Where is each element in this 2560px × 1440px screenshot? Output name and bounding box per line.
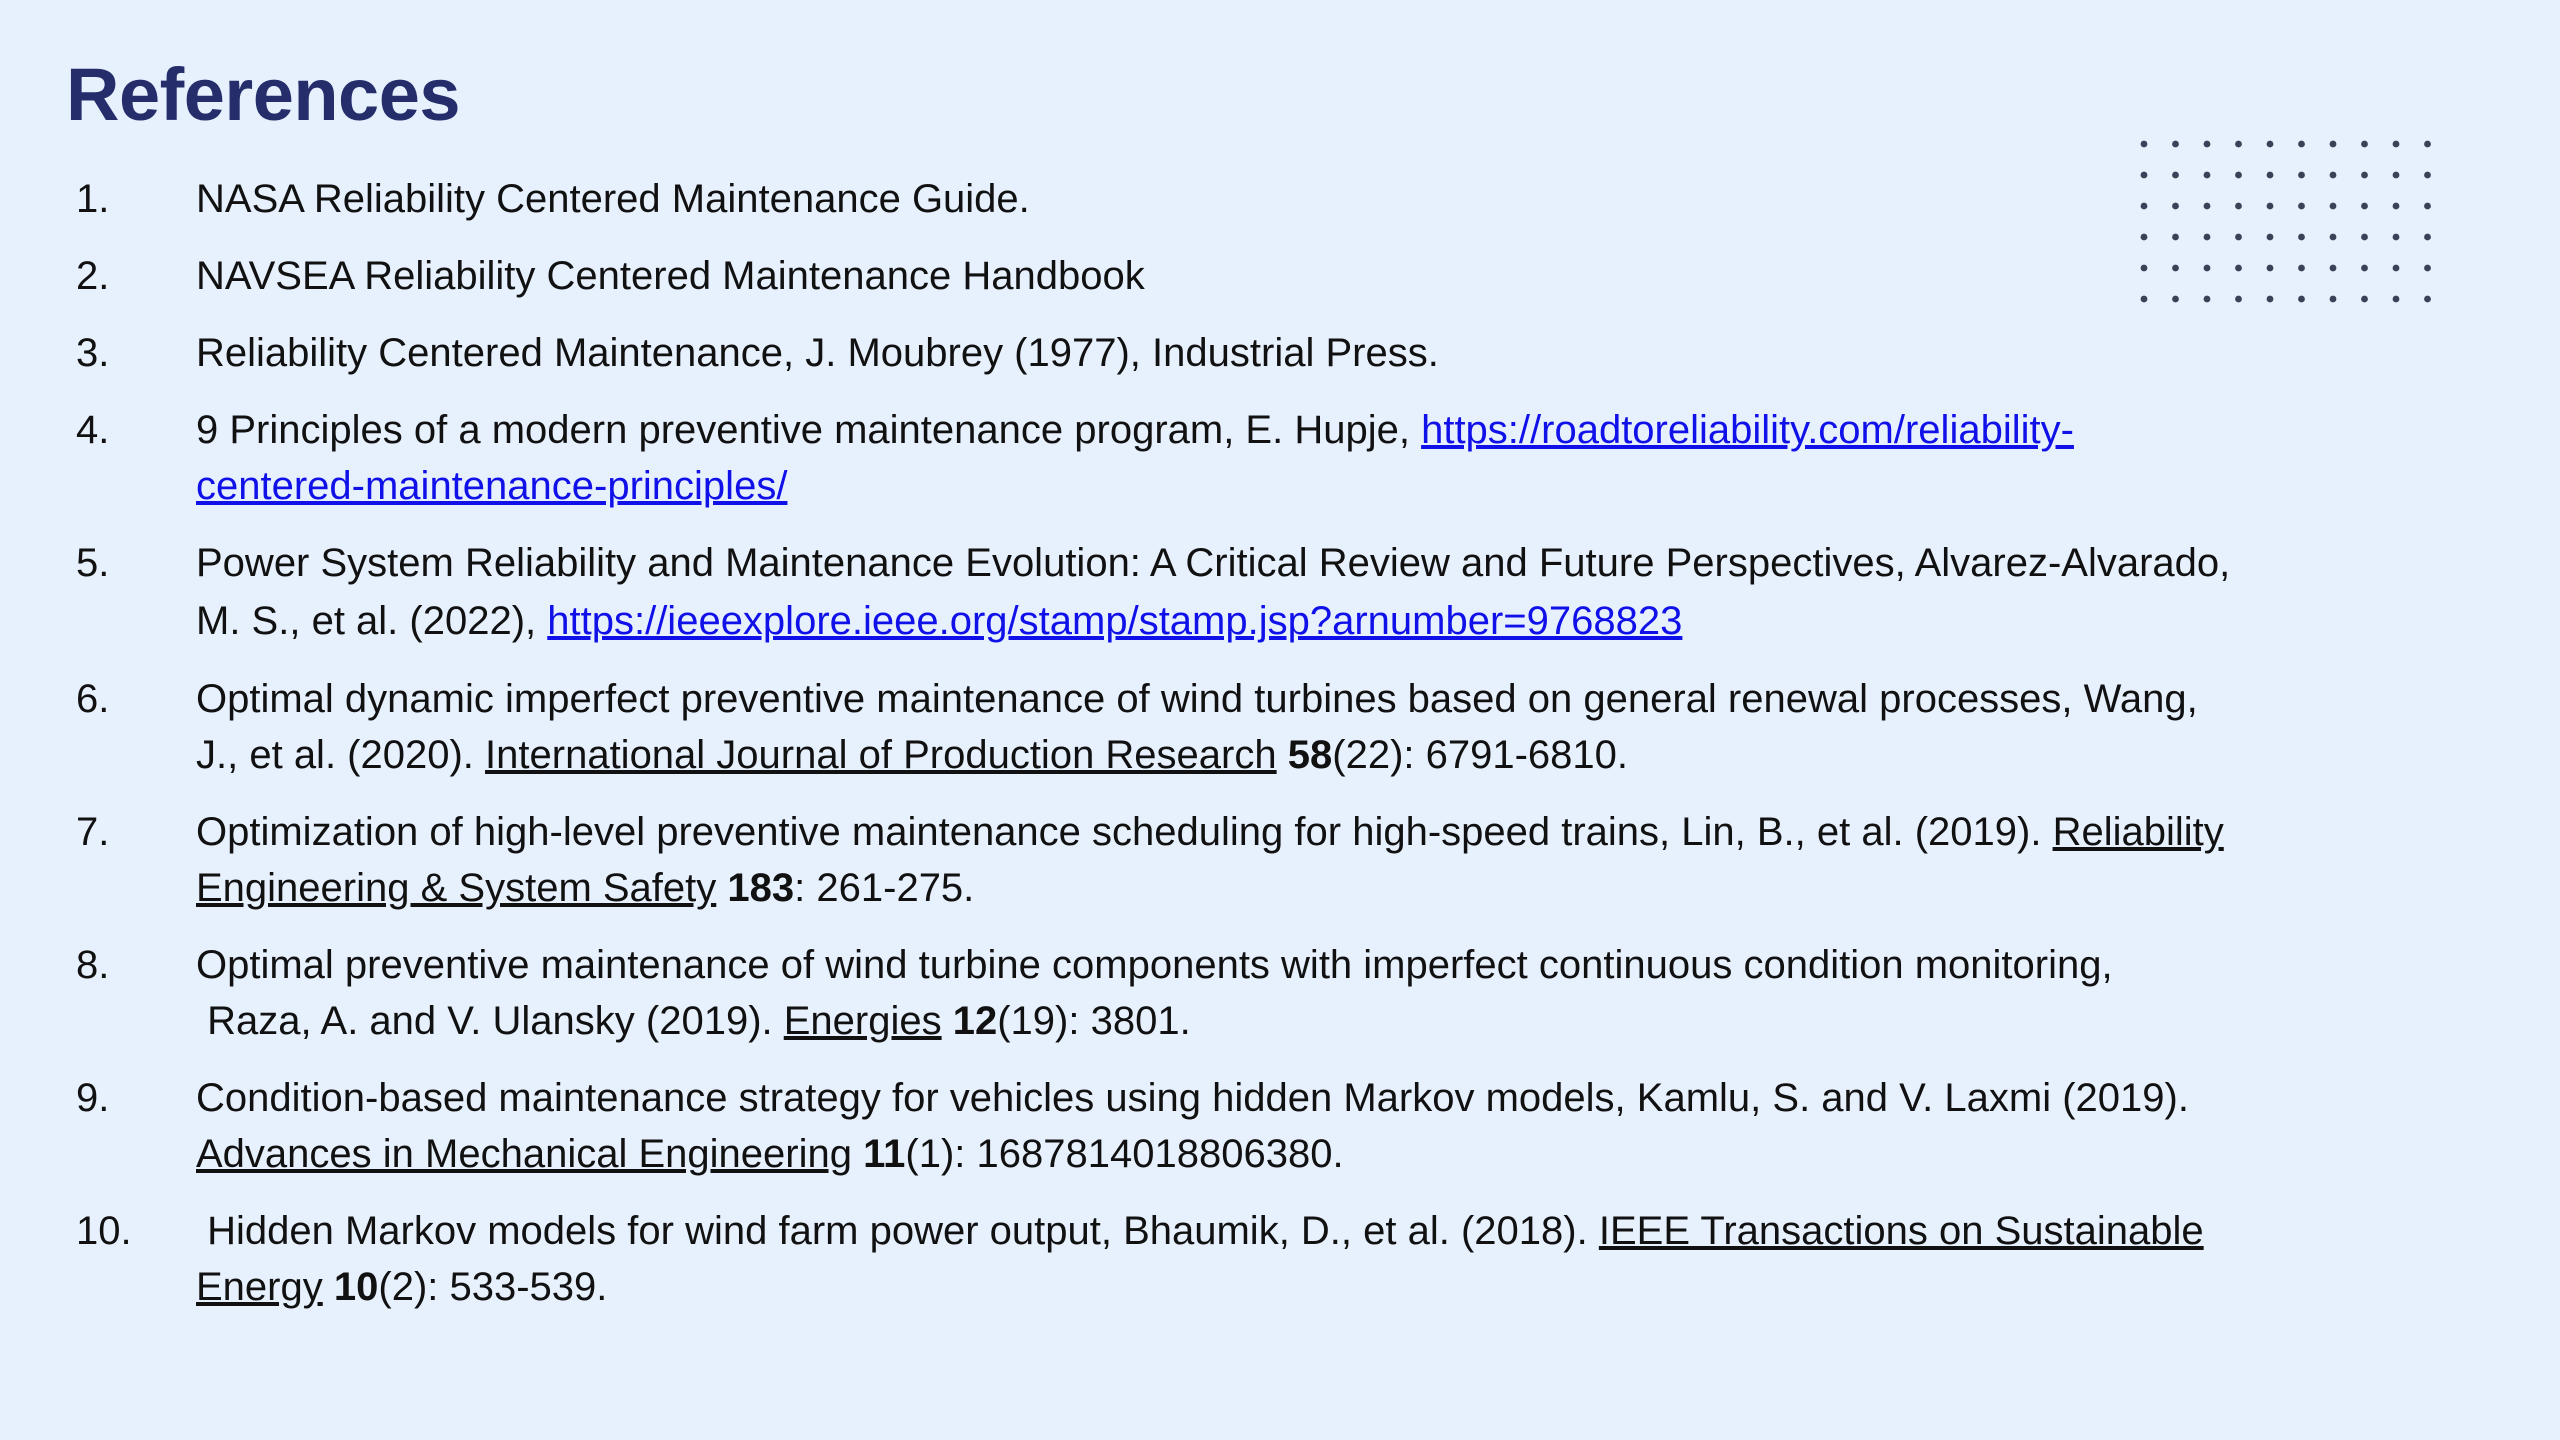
reference-text: Optimal dynamic imperfect preventive maintenance of wind turbines based on general renewal processes, Wang, bbox=[196, 677, 2198, 721]
journal-title: International Journal of Production Research bbox=[485, 733, 1277, 777]
reference-text: Hidden Markov models for wind farm power output, Bhaumik, D., et al. (2018). bbox=[196, 1209, 1599, 1253]
list-number: 1. bbox=[76, 177, 110, 221]
volume-number: 11 bbox=[863, 1132, 906, 1176]
journal-title: Energies bbox=[783, 999, 942, 1043]
volume-number: 10 bbox=[333, 1265, 379, 1309]
reference-text: Optimal preventive maintenance of wind turbine components with imperfect continuous condition monitoring, bbox=[196, 943, 2113, 987]
list-number: 10. bbox=[76, 1209, 132, 1253]
journal-title: Energy bbox=[196, 1265, 323, 1309]
reference-text: Reliability Centered Maintenance, J. Moubrey (1977), Industrial Press. bbox=[196, 331, 1439, 375]
reference-link[interactable]: centered-maintenance-principles/ bbox=[196, 464, 788, 508]
reference-pages: (22): 6791-6810. bbox=[1332, 733, 1629, 777]
reference-text: NASA Reliability Centered Maintenance Guide. bbox=[196, 177, 1030, 221]
volume-number: 12 bbox=[952, 999, 998, 1043]
volume-number: 183 bbox=[727, 866, 795, 910]
reference-text: M. S., et al. (2022), bbox=[196, 599, 548, 643]
list-number: 4. bbox=[76, 408, 110, 452]
reference-text: Condition-based maintenance strategy for vehicles using hidden Markov models, Kamlu, S. and V. Laxmi (2019). bbox=[196, 1076, 2189, 1120]
journal-title: Reliability bbox=[2052, 810, 2224, 854]
journal-title: Advances in Mechanical Engineering bbox=[196, 1132, 852, 1176]
list-number: 2. bbox=[76, 254, 110, 298]
reference-pages: (19): 3801. bbox=[997, 999, 1191, 1043]
reference-link[interactable]: https://roadtoreliability.com/reliability- bbox=[1421, 408, 2074, 452]
reference-pages: : 261-275. bbox=[794, 866, 975, 910]
list-number: 3. bbox=[76, 331, 110, 375]
reference-text: Optimization of high-level preventive maintenance scheduling for high-speed trains, Lin, B., et al. (2019). bbox=[196, 810, 2053, 854]
journal-title: Engineering & System Safety bbox=[196, 866, 717, 910]
list-number: 7. bbox=[76, 810, 110, 854]
reference-link[interactable]: https://ieeexplore.ieee.org/stamp/stamp.jsp?arnumber=9768823 bbox=[547, 599, 1683, 643]
list-number: 6. bbox=[76, 677, 110, 721]
journal-title: IEEE Transactions on Sustainable bbox=[1598, 1209, 2204, 1253]
reference-text: 9 Principles of a modern preventive maintenance program, E. Hupje, bbox=[196, 408, 1422, 452]
reference-text: Power System Reliability and Maintenance Evolution: A Critical Review and Future Perspectives, Alvarez-Alvarado, bbox=[196, 541, 2231, 585]
reference-pages: (2): 533-539. bbox=[378, 1265, 608, 1309]
list-number: 9. bbox=[76, 1076, 110, 1120]
reference-text: NAVSEA Reliability Centered Maintenance Handbook bbox=[196, 254, 1145, 298]
reference-pages: (1): 1687814018806380. bbox=[905, 1132, 1344, 1176]
list-number: 8. bbox=[76, 943, 110, 987]
reference-text: Raza, A. and V. Ulansky (2019). bbox=[196, 999, 784, 1043]
page-title: References bbox=[66, 53, 461, 136]
list-number: 5. bbox=[76, 541, 110, 585]
reference-text: J., et al. (2020). bbox=[196, 733, 486, 777]
volume-number: 58 bbox=[1287, 733, 1333, 777]
